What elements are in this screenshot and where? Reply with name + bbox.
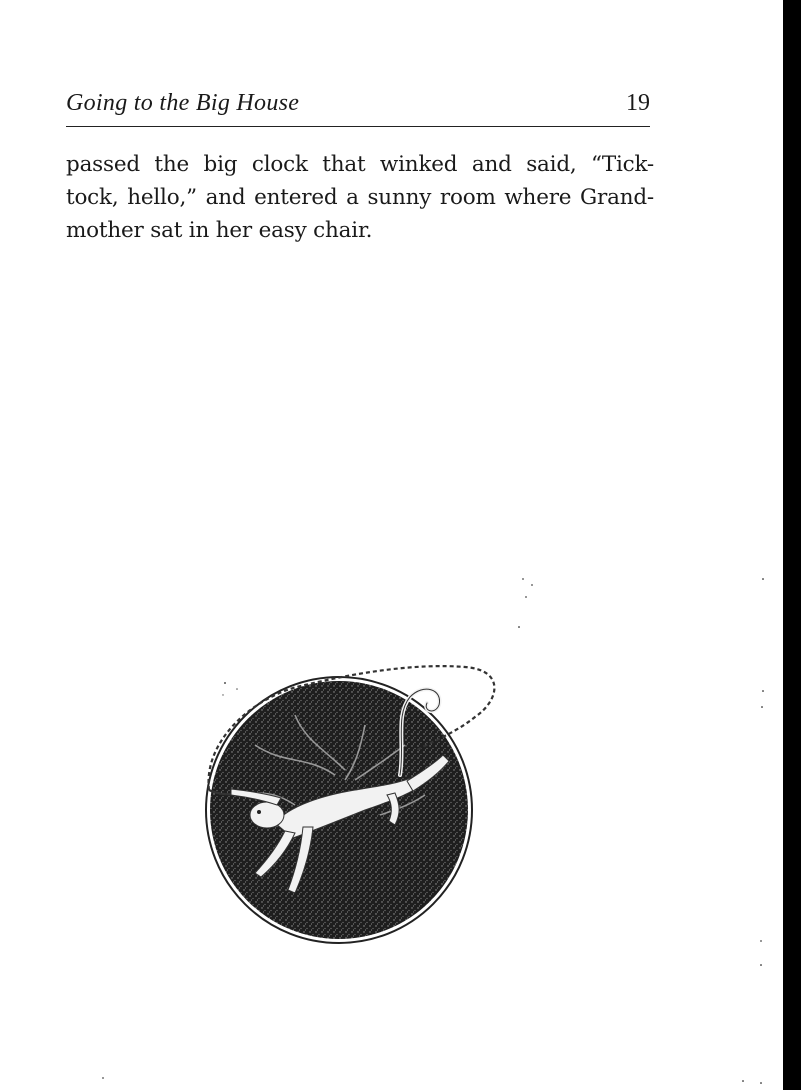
print-specks [222,682,238,696]
page-number: 19 [626,90,650,116]
scan-speck [531,584,533,586]
running-head [66,88,650,127]
scan-speck [761,706,763,708]
scan-speck [760,964,762,966]
scan-page-edge [783,0,801,1090]
scan-speck [518,626,520,628]
scan-speck [742,1080,744,1082]
scan-speck [525,596,527,598]
scan-speck [102,1077,104,1079]
scan-speck [762,578,764,580]
scan-speck [760,1082,762,1084]
body-line: mother sat in her easy chair. [66,218,373,243]
body-line: tock, hello,” and entered a sunny room where Grand- [66,185,654,210]
scan-speck [762,690,764,692]
body-line: passed the big clock that winked and said, “Tick- [66,152,654,177]
scan-speck [760,940,762,942]
running-title: Going to the Big House [66,90,300,116]
monkey-medallion-illustration [195,655,515,955]
scan-speck [522,578,524,580]
body-paragraph [66,148,654,247]
